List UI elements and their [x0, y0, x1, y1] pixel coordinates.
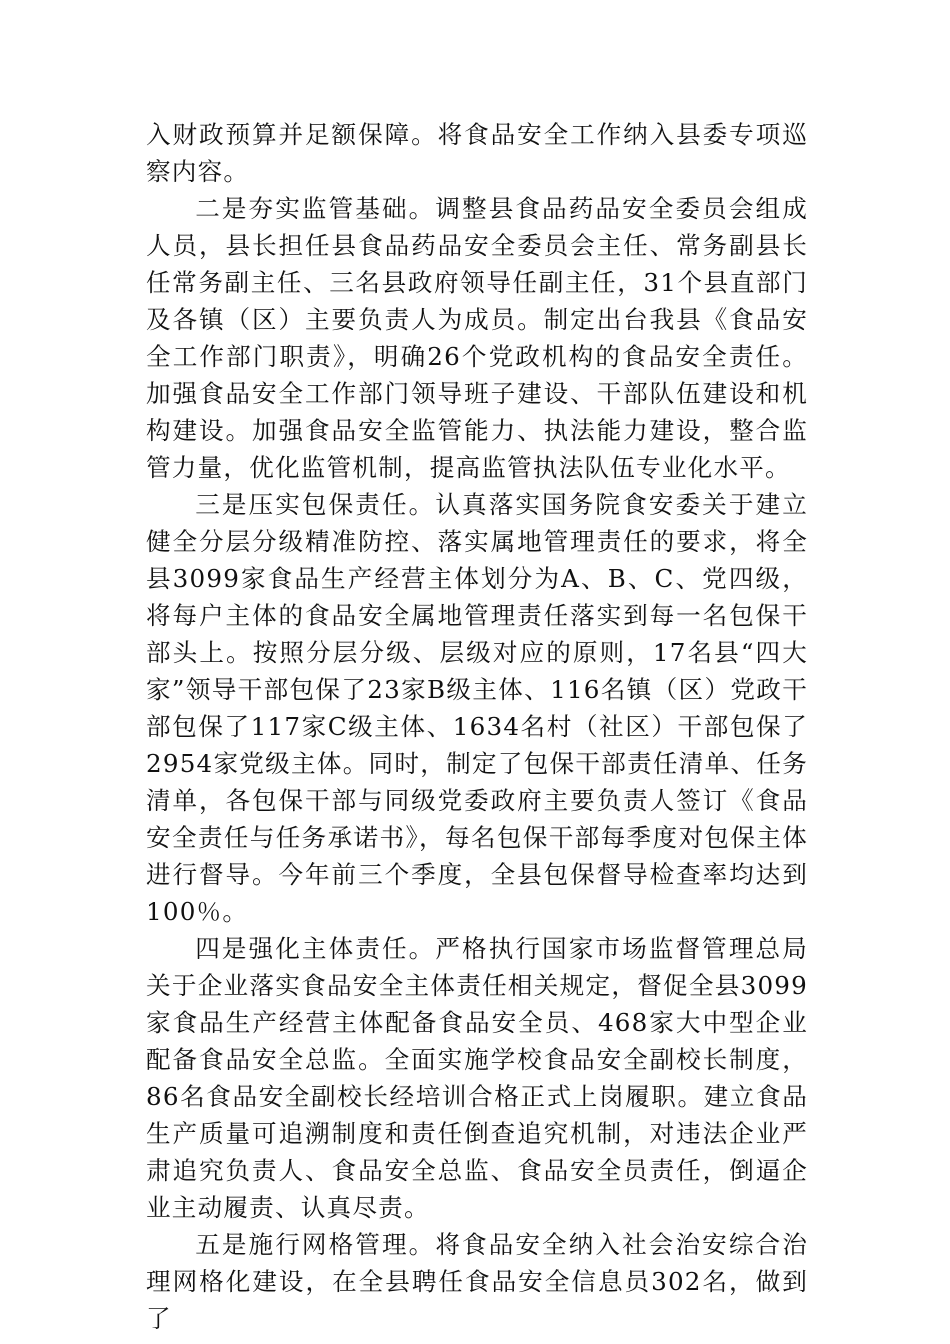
paragraph-responsibility-assignment: 三是压实包保责任。认真落实国务院食安委关于建立健全分层分级精准防控、落实属地管理责任的要求，将全县3099家食品生产经营主体划分为A、B、C、党四级，将每户主体的食品安全属地管理责任落实到每一名包保干部头上。按照分层分级、层级对应的原则，17名县“四大家”领导干部包保了23家B级主体、116名镇（区）党政干部包保了117家C级主体、1634名村（社区）干部包保了2954家党级主体。同时，制定了包保干部责任清单、任务清单，各包保干部与同级党委政府主要负责人签订《食品安全责任与任务承诺书》，每名包保干部每季度对包保主体进行督导。今年前三个季度，全县包保督导检查率均达到100％。 [146, 490, 808, 926]
paragraph-continuation: 入财政预算并足额保障。将食品安全工作纳入县委专项巡察内容。 [146, 120, 808, 186]
document-body [146, 116, 808, 1337]
paragraph-grid-management: 五是施行网格管理。将食品安全纳入社会治安综合治理网格化建设，在全县聘任食品安全信息员302名，做到了 [146, 1230, 808, 1333]
paragraph-subject-responsibility: 四是强化主体责任。严格执行国家市场监督管理总局关于企业落实食品安全主体责任相关规定，督促全县3099家食品生产经营主体配备食品安全员、468家大中型企业配备食品安全总监。全面实施学校食品安全副校长制度，86名食品安全副校长经培训合格正式上岗履职。建立食品生产质量可追溯制度和责任倒查追究机制，对违法企业严肃追究负责人、食品安全总监、食品安全员责任，倒逼企业主动履责、认真尽责。 [146, 934, 808, 1222]
paragraph-supervision-foundation: 二是夯实监管基础。调整县食品药品安全委员会组成人员，县长担任县食品药品安全委员会主任、常务副县长任常务副主任、三名县政府领导任副主任，31个县直部门及各镇（区）主要负责人为成员。制定出台我县《食品安全工作部门职责》，明确26个党政机构的食品安全责任。加强食品安全工作部门领导班子建设、干部队伍建设和机构建设。加强食品安全监管能力、执法能力建设，整合监管力量，优化监管机制，提高监管执法队伍专业化水平。 [146, 194, 808, 482]
